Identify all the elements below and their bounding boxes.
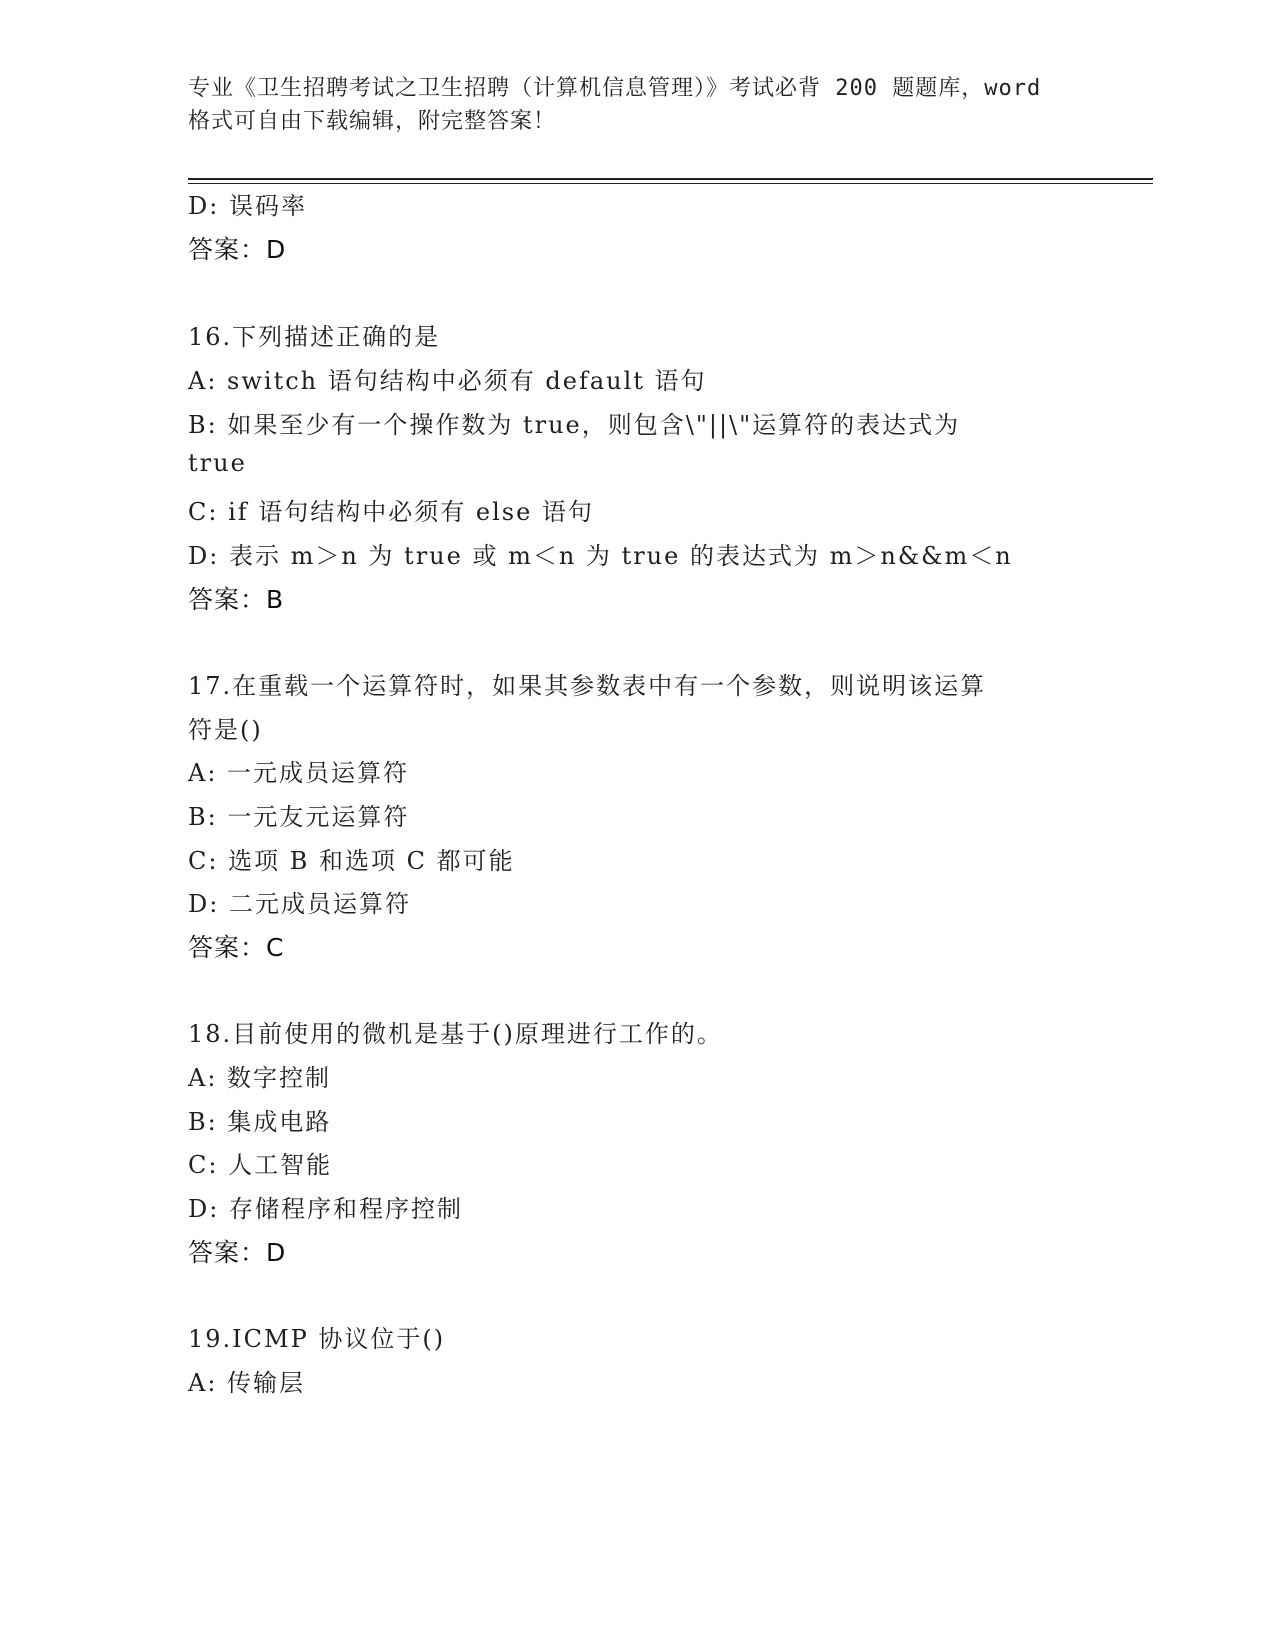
q18-answer: 答案：D [188, 1238, 287, 1267]
q17-option-a: A: 一元成员运算符 [188, 759, 410, 787]
header-divider-thick [188, 178, 1153, 180]
document-header [188, 72, 1088, 138]
header-line-1: 专业《卫生招聘考试之卫生招聘（计算机信息管理）》考试必背 200 题题库，word [188, 76, 1042, 101]
q16-option-b-line-1: B: 如果至少有一个操作数为 true，则包含\"||\"运算符的表达式为 [188, 411, 961, 439]
q18-option-a: A: 数字控制 [188, 1064, 332, 1092]
q16-option-c: C: if 语句结构中必须有 else 语句 [188, 498, 594, 526]
q15-option-d: D: 误码率 [188, 192, 307, 220]
q16-question: 16.下列描述正确的是 [188, 323, 441, 351]
q17-option-b: B: 一元友元运算符 [188, 803, 410, 831]
q16-option-b-line-2: true [188, 449, 247, 477]
q18-option-d: D: 存储程序和程序控制 [188, 1195, 463, 1223]
q16-option-a: A: switch 语句结构中必须有 default 语句 [188, 367, 707, 395]
q18-option-c: C: 人工智能 [188, 1151, 333, 1179]
q17-question-line-1: 17.在重载一个运算符时，如果其参数表中有一个参数，则说明该运算 [188, 672, 987, 700]
q15-answer: 答案：D [188, 235, 287, 264]
q18-question: 18.目前使用的微机是基于()原理进行工作的。 [188, 1020, 723, 1048]
q16-option-d: D: 表示 m＞n 为 true 或 m＜n 为 true 的表达式为 m＞n&&m＜n [188, 542, 1013, 570]
q17-option-c: C: 选项 B 和选项 C 都可能 [188, 847, 515, 875]
q19-question: 19.ICMP 协议位于() [188, 1325, 446, 1353]
header-divider-thin [188, 183, 1153, 184]
q16-answer: 答案：B [188, 585, 285, 614]
q17-question-line-2: 符是() [188, 716, 263, 744]
q17-option-d: D: 二元成员运算符 [188, 890, 411, 918]
q19-option-a: A: 传输层 [188, 1369, 306, 1397]
q18-option-b: B: 集成电路 [188, 1108, 332, 1136]
header-line-2: 格式可自由下载编辑，附完整答案！ [188, 109, 557, 134]
q17-answer: 答案：C [188, 933, 285, 962]
